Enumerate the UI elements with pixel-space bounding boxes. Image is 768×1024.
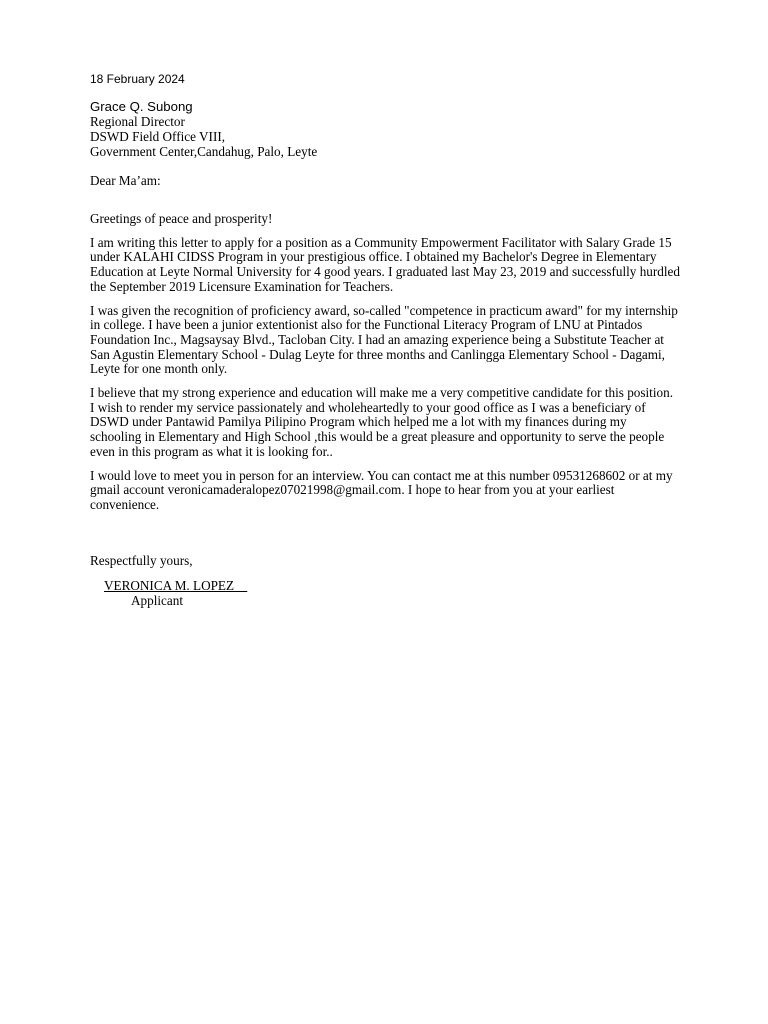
paragraph-motivation: I believe that my strong experience and education will make me a very competitive candidate for this position. I wish to render my service passionately and wholeheartedly to your good office as I was a beneficiary of DSWD under Pantawid Pamilya Pilipino Program which helped me a lot with my finances during my schooling in Elementary and High School ,this would be a great pleasure and opportunity to serve the people even in this program as what it is looking for..: [90, 385, 673, 459]
signature-role: Applicant: [131, 593, 184, 608]
signature-name: VERONICA M. LOPEZ: [104, 578, 248, 593]
recipient-title: Regional Director: [90, 114, 185, 129]
paragraph-greeting: Greetings of peace and prosperity!: [90, 211, 273, 226]
closing: Respectfully yours,: [90, 553, 193, 568]
paragraph-experience: I was given the recognition of proficiency award, so-called "competence in practicum award" for my internship in college. I have been a junior extentionist also for the Functional Literacy Program of LNU at Pintados Foundation Inc., Magsaysay Blvd., Tacloban City. I had an amazing experience being a Substitute Teacher at San Agustin Elementary School - Dulag Leyte for three months and Canlingga Elementary School - Dagami, Leyte for one month only.: [90, 302, 678, 377]
recipient-address: Government Center,Candahug, Palo, Leyte: [90, 144, 318, 159]
recipient-office: DSWD Field Office VIII,: [90, 129, 226, 144]
recipient-block: [90, 99, 690, 159]
letter-body: [90, 212, 680, 522]
paragraph-application: I am writing this letter to apply for a position as a Community Empowerment Facilitator with Salary Grade 15 under KALAHI CIDSS Program in your prestigious office. I obtained my Bachelor's Degree in Elementary Education at Leyte Normal University for 4 good years. I graduated last May 23, 2019 and successfully hurdled the September 2019 Licensure Examination for Teachers.: [90, 234, 680, 294]
paragraph-contact: I would love to meet you in person for an interview. You can contact me at this number 09531268602 or at my gmail account veronicamaderalopez07021998@gmail.com. I hope to hear from you at your earliest convenience.: [90, 467, 673, 512]
recipient-name: Grace Q. Subong: [90, 99, 193, 114]
salutation: Dear Ma’am:: [90, 173, 161, 188]
letter-date: 18 February 2024: [90, 72, 185, 86]
